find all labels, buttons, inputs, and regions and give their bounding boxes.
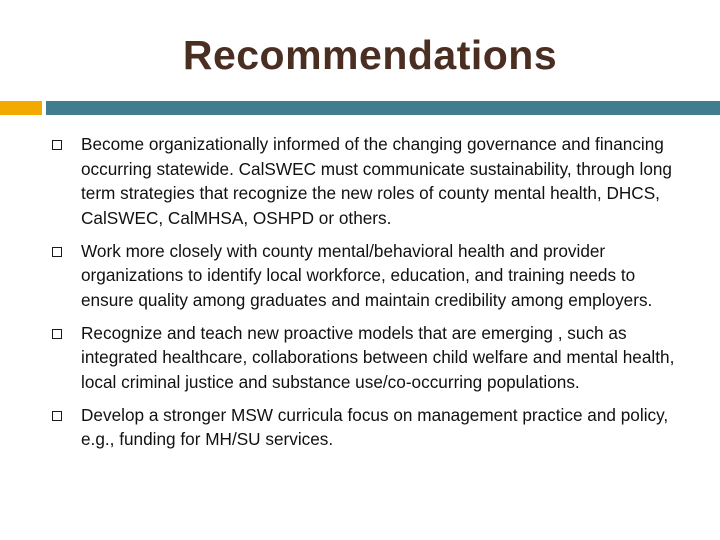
bullet-item [52,239,692,313]
bullet-text: Work more closely with county mental/behavioral health and provider organizations to identify local workforce, education, and training needs to ensure quality among graduates and maintain credibility among employers. [81,240,653,310]
square-bullet-icon [52,140,62,150]
square-bullet-icon [52,247,62,257]
square-bullet-icon [52,329,62,339]
bullet-item [52,403,692,452]
bullet-list [52,132,692,460]
bullet-item [52,132,692,230]
title-rule-bar [46,101,720,115]
bullet-text: Become organizationally informed of the changing governance and financing occurring statewide. CalSWEC must communicate sustainability, through long term strategies that recognize the new roles of county mental health, DHCS, CalSWEC, CalMHSA, OSHPD or others. [81,134,672,228]
slide-title: Recommendations [182,32,558,78]
bullet-item [52,321,692,395]
title-accent-bar [0,101,42,115]
bullet-text: Develop a stronger MSW curricula focus on management practice and policy, e.g., funding for MH/SU services. [81,404,669,450]
square-bullet-icon [52,411,62,421]
bullet-text: Recognize and teach new proactive models that are emerging , such as integrated healthcare, collaborations between child welfare and mental health, local criminal justice and substance use/co-occurring populations. [81,322,675,392]
